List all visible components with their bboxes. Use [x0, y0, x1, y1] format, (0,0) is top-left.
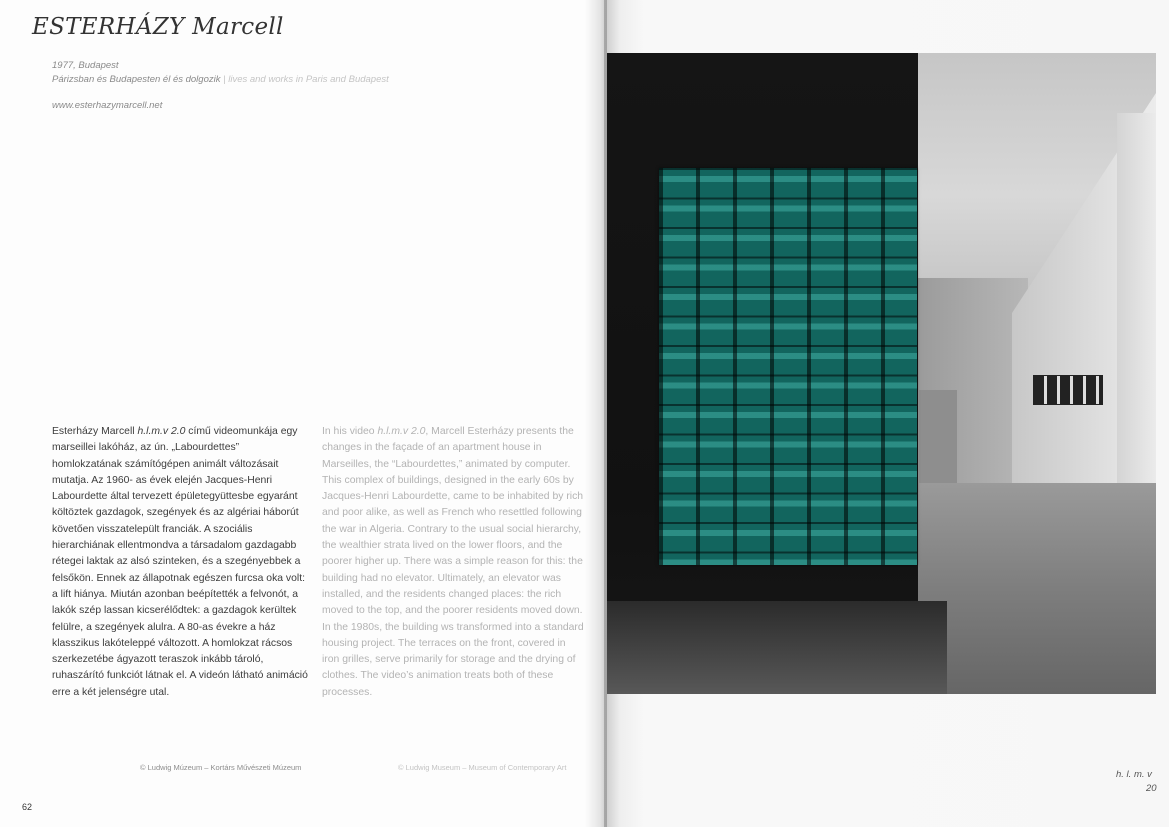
text-column-hungarian [52, 424, 308, 701]
book-gutter [585, 0, 607, 827]
installation-photo [607, 53, 1156, 694]
en-body: , Marcell Esterházy presents the changes in the façade of an apartment house in Marseilles, the “Labourdettes,” animated by computer. This complex of buildings, designed in the early 60s by Jacques-Henri Labourdette, came to be inhabited by rich and poor alike, as well as French who resettled following the war in Algeria. Contrary to the usual social hierarchy, the wealthier strata lived on the lower floors, and the poorer higher up. There was a simple reason for this: the building had no elevator. Ultimately, an elevator was installed, and the residents changed places: the rich moved to the top, and the poorer residents moved down. In the 1980s, the building ws transformed into a standard housing project. The terraces on the front, covered in iron grilles, serve primarily for storage and the drying of clothes. The video’s animation treats both of these processes. [322, 426, 584, 698]
residence-separator: | [220, 74, 229, 85]
artist-website-link[interactable]: www.esterhazymarcell.net [52, 100, 163, 111]
artist-birth: 1977, Budapest [52, 60, 119, 71]
framed-works-row [1033, 375, 1103, 405]
photo-credit-en: © Ludwig Museum – Museum of Contemporary Art [398, 763, 567, 772]
video-projection-facade [659, 168, 917, 565]
residence-en: lives and works in Paris and Budapest [228, 74, 389, 85]
hu-intro: Esterházy Marcell [52, 426, 138, 437]
partition-floor-shadow [607, 601, 947, 694]
page-number: 62 [22, 802, 33, 812]
photo-caption-title: h. l. m. v [1116, 769, 1152, 780]
en-intro: In his video [322, 426, 378, 437]
text-column-english [322, 424, 584, 701]
artist-name-heading: ESTERHÁZY Marcell [32, 14, 284, 40]
hu-work-title: h.l.m.v 2.0 [137, 426, 186, 437]
photo-caption-year: 20 [1146, 783, 1157, 794]
gallery-door [919, 390, 957, 485]
en-work-title: h.l.m.v 2.0 [377, 426, 426, 437]
hu-body: című videomunkája egy marseillei lakóház, az ún. „Labourdettes” homlokzatának számítógépen animált változásait mutatja. Az 1960- as évek elején Jacques-Henri Labourdette által tervezett épületegyüttesbe egyaránt költöztek gazdagok, szegények és az algériai háborút követően visszatelepült franciák. A szociális hierarchiának ellentmondva a társadalom gazdagabb rétegei laktak az alsó szinteken, és a szegényebbek a felsőkön. Ennek az állapotnak egészen furcsa oka volt: a lift hiánya. Miután azonban beépítették a felvonót, a lakók szép lassan kicserélődtek: a gazdagok kerültek felülre, a szegények alulra. A 80-as évekre a ház klasszikus lakóteleppé változott. A homlokzat rácsos szerkezetébe ágyazott teraszok inkább tároló, ruhaszárító funkciót látnak el. A videón látható animáció erre a két jelenségre utal. [52, 426, 308, 698]
artist-residence [52, 74, 389, 85]
photo-credit-hu: © Ludwig Múzeum – Kortárs Művészeti Múzeum [140, 763, 302, 772]
residence-hu: Párizsban és Budapesten él és dolgozik [52, 74, 221, 85]
